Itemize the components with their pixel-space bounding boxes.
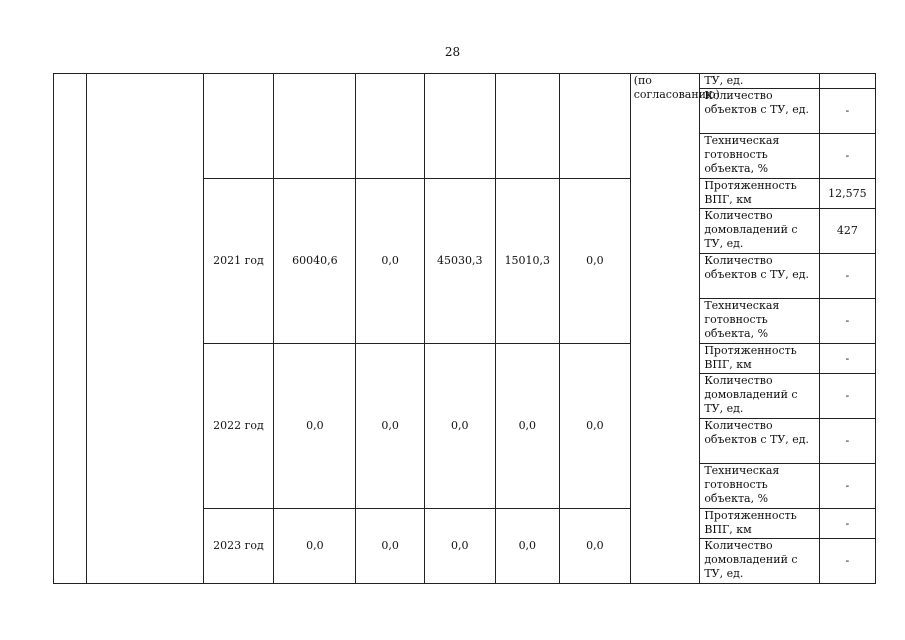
amount-regional-cell: 0,0 (424, 344, 495, 509)
indicator-value: - (819, 539, 875, 584)
indicator-name: Протяженность ВПГ, км (700, 344, 820, 374)
indicator-value: - (819, 254, 875, 299)
indicator-name: Количество объектов с ТУ, ед. (700, 254, 820, 299)
event-name-cell (87, 74, 203, 584)
indicator-name: Протяженность ВПГ, км (700, 509, 820, 539)
indicator-name: Количество объектов с ТУ, ед. (700, 419, 820, 464)
indicator-value: - (819, 419, 875, 464)
amount-federal-cell: 0,0 (356, 179, 425, 344)
year-cell: 2023 год (203, 509, 274, 584)
amount-other-cell: 0,0 (560, 509, 631, 584)
indicator-name: Техническая готовность объекта, % (700, 134, 820, 179)
amount-local-cell: 15010,3 (495, 179, 559, 344)
year-cell: 2021 год (203, 179, 274, 344)
amount-regional-cell: 0,0 (424, 509, 495, 584)
indicator-value: 427 (819, 209, 875, 254)
indicator-name: Количество объектов с ТУ, ед. (700, 89, 820, 134)
amount-federal-cell (356, 74, 425, 179)
row-number-cell (54, 74, 87, 584)
amount-federal-cell: 0,0 (356, 344, 425, 509)
indicator-value: 12,575 (819, 179, 875, 209)
indicator-value (819, 74, 875, 89)
executor-cell: (по согласованию) (630, 74, 700, 584)
amount-regional-cell: 45030,3 (424, 179, 495, 344)
indicator-value: - (819, 509, 875, 539)
indicator-name: Техническая готовность объекта, % (700, 464, 820, 509)
amount-local-cell (495, 74, 559, 179)
amount-other-cell: 0,0 (560, 179, 631, 344)
amount-local-cell: 0,0 (495, 509, 559, 584)
amount-total-cell (274, 74, 356, 179)
amount-regional-cell (424, 74, 495, 179)
indicator-value: - (819, 89, 875, 134)
period-cell (203, 74, 274, 179)
amount-federal-cell: 0,0 (356, 509, 425, 584)
indicator-name: Техническая готовность объекта, % (700, 299, 820, 344)
indicator-value: - (819, 464, 875, 509)
amount-other-cell (560, 74, 631, 179)
amount-total-cell: 0,0 (274, 344, 356, 509)
indicator-value: - (819, 299, 875, 344)
program-table (53, 73, 876, 584)
indicator-value: - (819, 134, 875, 179)
amount-other-cell: 0,0 (560, 344, 631, 509)
indicator-name: Протяженность ВПГ, км (700, 179, 820, 209)
amount-total-cell: 60040,6 (274, 179, 356, 344)
amount-total-cell: 0,0 (274, 509, 356, 584)
year-cell: 2022 год (203, 344, 274, 509)
indicator-name: Количество домовладений с ТУ, ед. (700, 209, 820, 254)
amount-local-cell: 0,0 (495, 344, 559, 509)
indicator-value: - (819, 344, 875, 374)
indicator-name: Количество домовладений с ТУ, ед. (700, 539, 820, 584)
indicator-name: ТУ, ед. (700, 74, 820, 89)
indicator-value: - (819, 374, 875, 419)
indicator-name: Количество домовладений с ТУ, ед. (700, 374, 820, 419)
page-number: 28 (444, 45, 461, 59)
